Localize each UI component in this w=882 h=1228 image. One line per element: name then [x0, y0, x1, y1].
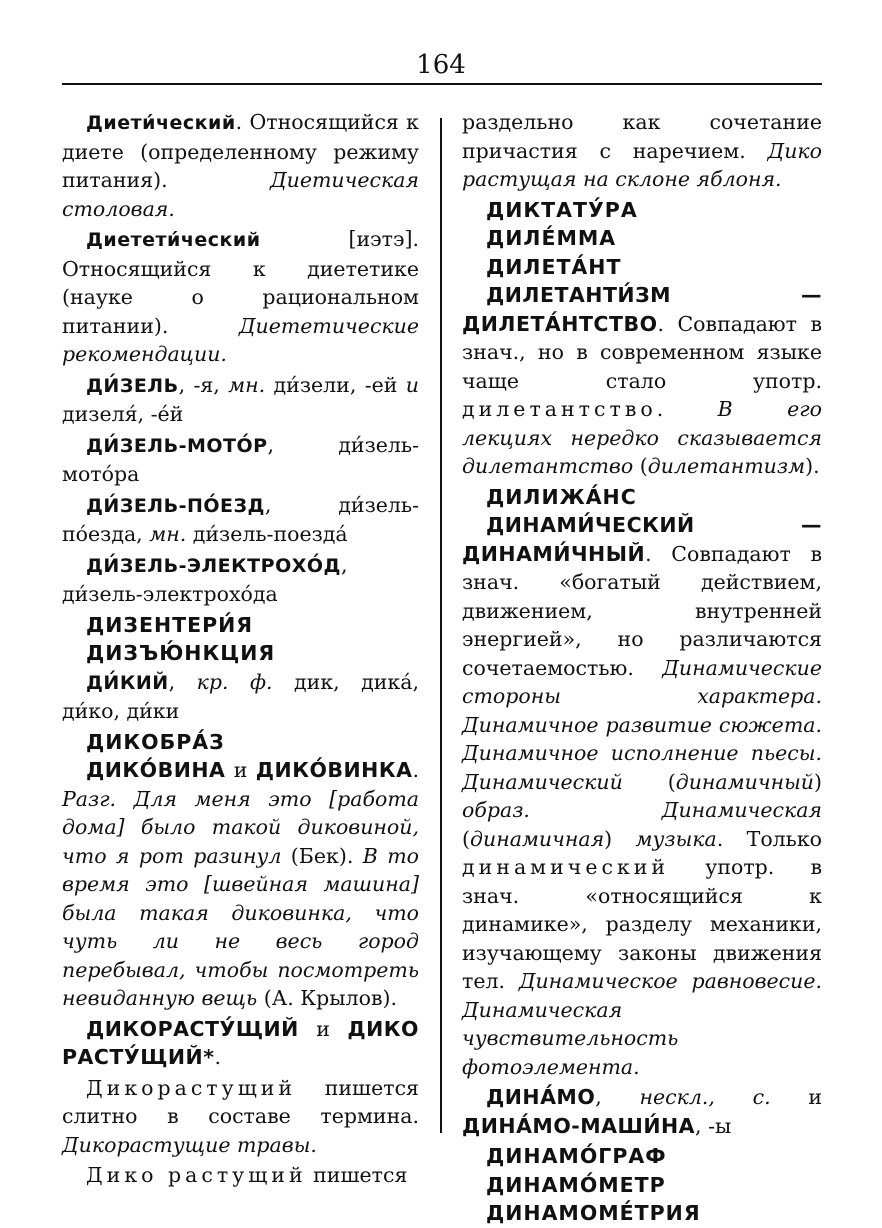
entry-text: дизеля́, -е́й	[62, 402, 184, 426]
entry-text: ди́зели, -ей	[265, 372, 406, 397]
headword-entry: ДИКОБРА́З	[86, 729, 225, 754]
example-text: образ. Динамическая	[462, 798, 822, 822]
example-text: динамичная	[470, 826, 605, 851]
page-number: 164	[416, 50, 466, 80]
example-text: В его лекциях нередко сказывается дилетантство	[462, 397, 822, 478]
example-text: кр. ф.	[196, 669, 273, 694]
entry-text: . Совпадают в знач. «богатый действием, движением, внутренней энергией», но различаются сочетаемостью.	[462, 541, 822, 680]
example-text: Диетическая столовая.	[62, 168, 419, 221]
entry-text: )	[604, 826, 636, 851]
entry-text: и	[298, 1016, 348, 1041]
headword-entry: ДИЛИЖА́НС	[486, 484, 637, 509]
dictionary-entry	[62, 668, 419, 726]
example-text: и	[405, 372, 419, 397]
headword-entry: ДИЗЪЮ́НКЦИЯ	[86, 641, 276, 665]
entry-text: , ди́зель-электрохо́да	[62, 552, 348, 606]
headword: ДИ́ЗЕЛЬ-МОТО́Р	[86, 434, 268, 457]
entry-text: . Совпадают в знач., но в современном языке чаще стало употр.	[462, 311, 822, 393]
headword: ДИНА́МО	[486, 1085, 596, 1109]
entry-text: , ди́зель-мото́ра	[62, 432, 419, 486]
example-text: Динамическое равновесие. Динамическая чувствительность фотоэлемента.	[462, 969, 822, 1079]
dictionary-entry	[62, 1161, 419, 1190]
entry-text: ,	[595, 1085, 640, 1109]
entry-text: , -ы	[695, 1113, 732, 1138]
entry-text: (	[462, 826, 470, 851]
example-text: мн.	[149, 522, 187, 546]
example-text: дилетантизм	[647, 454, 806, 478]
entry-text: пишется слитно в составе термина.	[62, 1075, 419, 1128]
headword: ДИКОРАСТУ́ЩИЙ	[86, 1016, 299, 1041]
headword: ДИ́ЗЕЛЬ	[86, 374, 179, 397]
entry-text: ).	[805, 454, 820, 478]
entry-text: ,	[168, 669, 197, 694]
entry-text: раздельно как сочетание причастия с наречием.	[462, 110, 822, 163]
dictionary-entry	[62, 371, 419, 429]
example-text: динамичный	[675, 769, 814, 794]
entry-text: ди́зель-поезда́	[186, 522, 348, 546]
entry-text: . Только	[716, 826, 822, 851]
entry-continuation	[462, 108, 822, 194]
headword-entry: ДИЗЕНТЕРИ́Я	[86, 612, 254, 637]
entry-text: .	[412, 758, 419, 782]
example-text: В то время это [швейная машина] была такая диковинка, что чуть ли не весь город перебывал, чтобы посмотреть невиданную вещь	[62, 843, 419, 1010]
example-text: Дико растущая на склоне яблоня.	[462, 138, 822, 191]
entry-text: . Относящийся к диете (определенному режиму питания).	[62, 110, 419, 192]
headword: ДИКО́ВИНКА	[255, 758, 413, 782]
entry-text: [иэтэ]. Относящийся к диететике (науке о рациональном питании).	[62, 227, 419, 338]
entry-text: , ди́зель-по́езда,	[62, 492, 419, 546]
example-text: Дикорастущие травы.	[62, 1132, 317, 1157]
example-text: Разг. Для меня это [работа дома] было такой диковиной, что я рот разинул	[62, 786, 419, 868]
entry-text: , -я,	[178, 372, 229, 397]
headword: Диетети́ческий	[86, 229, 261, 251]
entry-text: пишется	[306, 1163, 408, 1187]
headword: ДИНА́МО-МАШИ́НА	[462, 1113, 696, 1138]
spaced-term: динамический	[462, 855, 670, 879]
dictionary-entry	[62, 1015, 419, 1072]
headword: ДИ́ЗЕЛЬ-ПО́ЕЗД	[86, 494, 265, 517]
entry-text: (А. Крылов).	[257, 986, 397, 1010]
headword-entry: ДИКТАТУ́РА	[486, 197, 638, 222]
headword-entry: ДИЛЕТА́НТ	[486, 254, 622, 279]
entry-text: и	[770, 1085, 822, 1109]
dictionary-entry	[62, 108, 419, 223]
header-rule	[62, 83, 822, 85]
headword-entry: ДИНАМОМЕ́ТРИЯ	[486, 1201, 701, 1225]
entry-text: дик, дика́, ди́ко, ди́ки	[62, 669, 419, 723]
example-text: Динамические стороны характера. Динамичное развитие сюжета. Динамичное исполнение пьесы. Динамический	[462, 655, 822, 794]
left-column	[62, 108, 419, 1192]
headword: ДИКО РАСТУ́ЩИЙ*	[62, 1016, 419, 1069]
headword: ДИ́ЗЕЛЬ-ЭЛЕКТРОХО́Д	[86, 554, 341, 577]
headword: ДИЛЕТАНТИ́ЗМ — ДИЛЕТА́НТСТВО	[462, 283, 822, 336]
entry-text: .	[214, 1045, 221, 1069]
dictionary-entry	[62, 225, 419, 369]
column-divider	[440, 118, 442, 1133]
example-text: Диететические рекомендации.	[62, 313, 419, 366]
dictionary-entry	[462, 1083, 822, 1140]
spaced-term: Дикорастущий	[86, 1075, 297, 1100]
entry-text: и	[225, 758, 256, 782]
entry-text: .	[656, 397, 718, 421]
entry-text: )	[814, 769, 822, 794]
dictionary-entry	[62, 1074, 419, 1160]
dictionary-entry	[62, 431, 419, 489]
headword: ДИ́КИЙ	[86, 671, 169, 694]
headword-entry: ДИНАМО́ГРАФ	[486, 1144, 667, 1168]
entry-text: (	[622, 769, 676, 794]
headword: ДИКО́ВИНА	[86, 758, 226, 782]
entry-text: (	[633, 454, 648, 478]
right-column	[462, 108, 822, 1228]
dictionary-entry	[462, 511, 822, 1081]
headword-entry: ДИНАМО́МЕТР	[486, 1172, 666, 1197]
dictionary-entry	[62, 551, 419, 609]
spaced-term: дилетантство	[462, 397, 657, 421]
headword: Диети́ческий	[86, 112, 236, 134]
entry-text: употр. в знач. «относящийся к динамике», разделу механики, изучающему законы движения тел.	[462, 855, 822, 993]
spaced-term: Дико растущий	[86, 1163, 307, 1187]
dictionary-entry	[62, 756, 419, 1013]
dictionary-entry	[462, 281, 822, 481]
dictionary-entry	[62, 491, 419, 549]
headword: ДИНАМИ́ЧЕСКИЙ — ДИНАМИ́ЧНЫЙ	[462, 513, 822, 566]
entry-text: (Бек).	[281, 843, 363, 868]
example-text: мн.	[228, 372, 266, 397]
headword-entry: ДИЛЕ́ММА	[486, 226, 617, 250]
example-text: музыка	[635, 826, 717, 851]
example-text: нескл., с.	[639, 1085, 771, 1109]
